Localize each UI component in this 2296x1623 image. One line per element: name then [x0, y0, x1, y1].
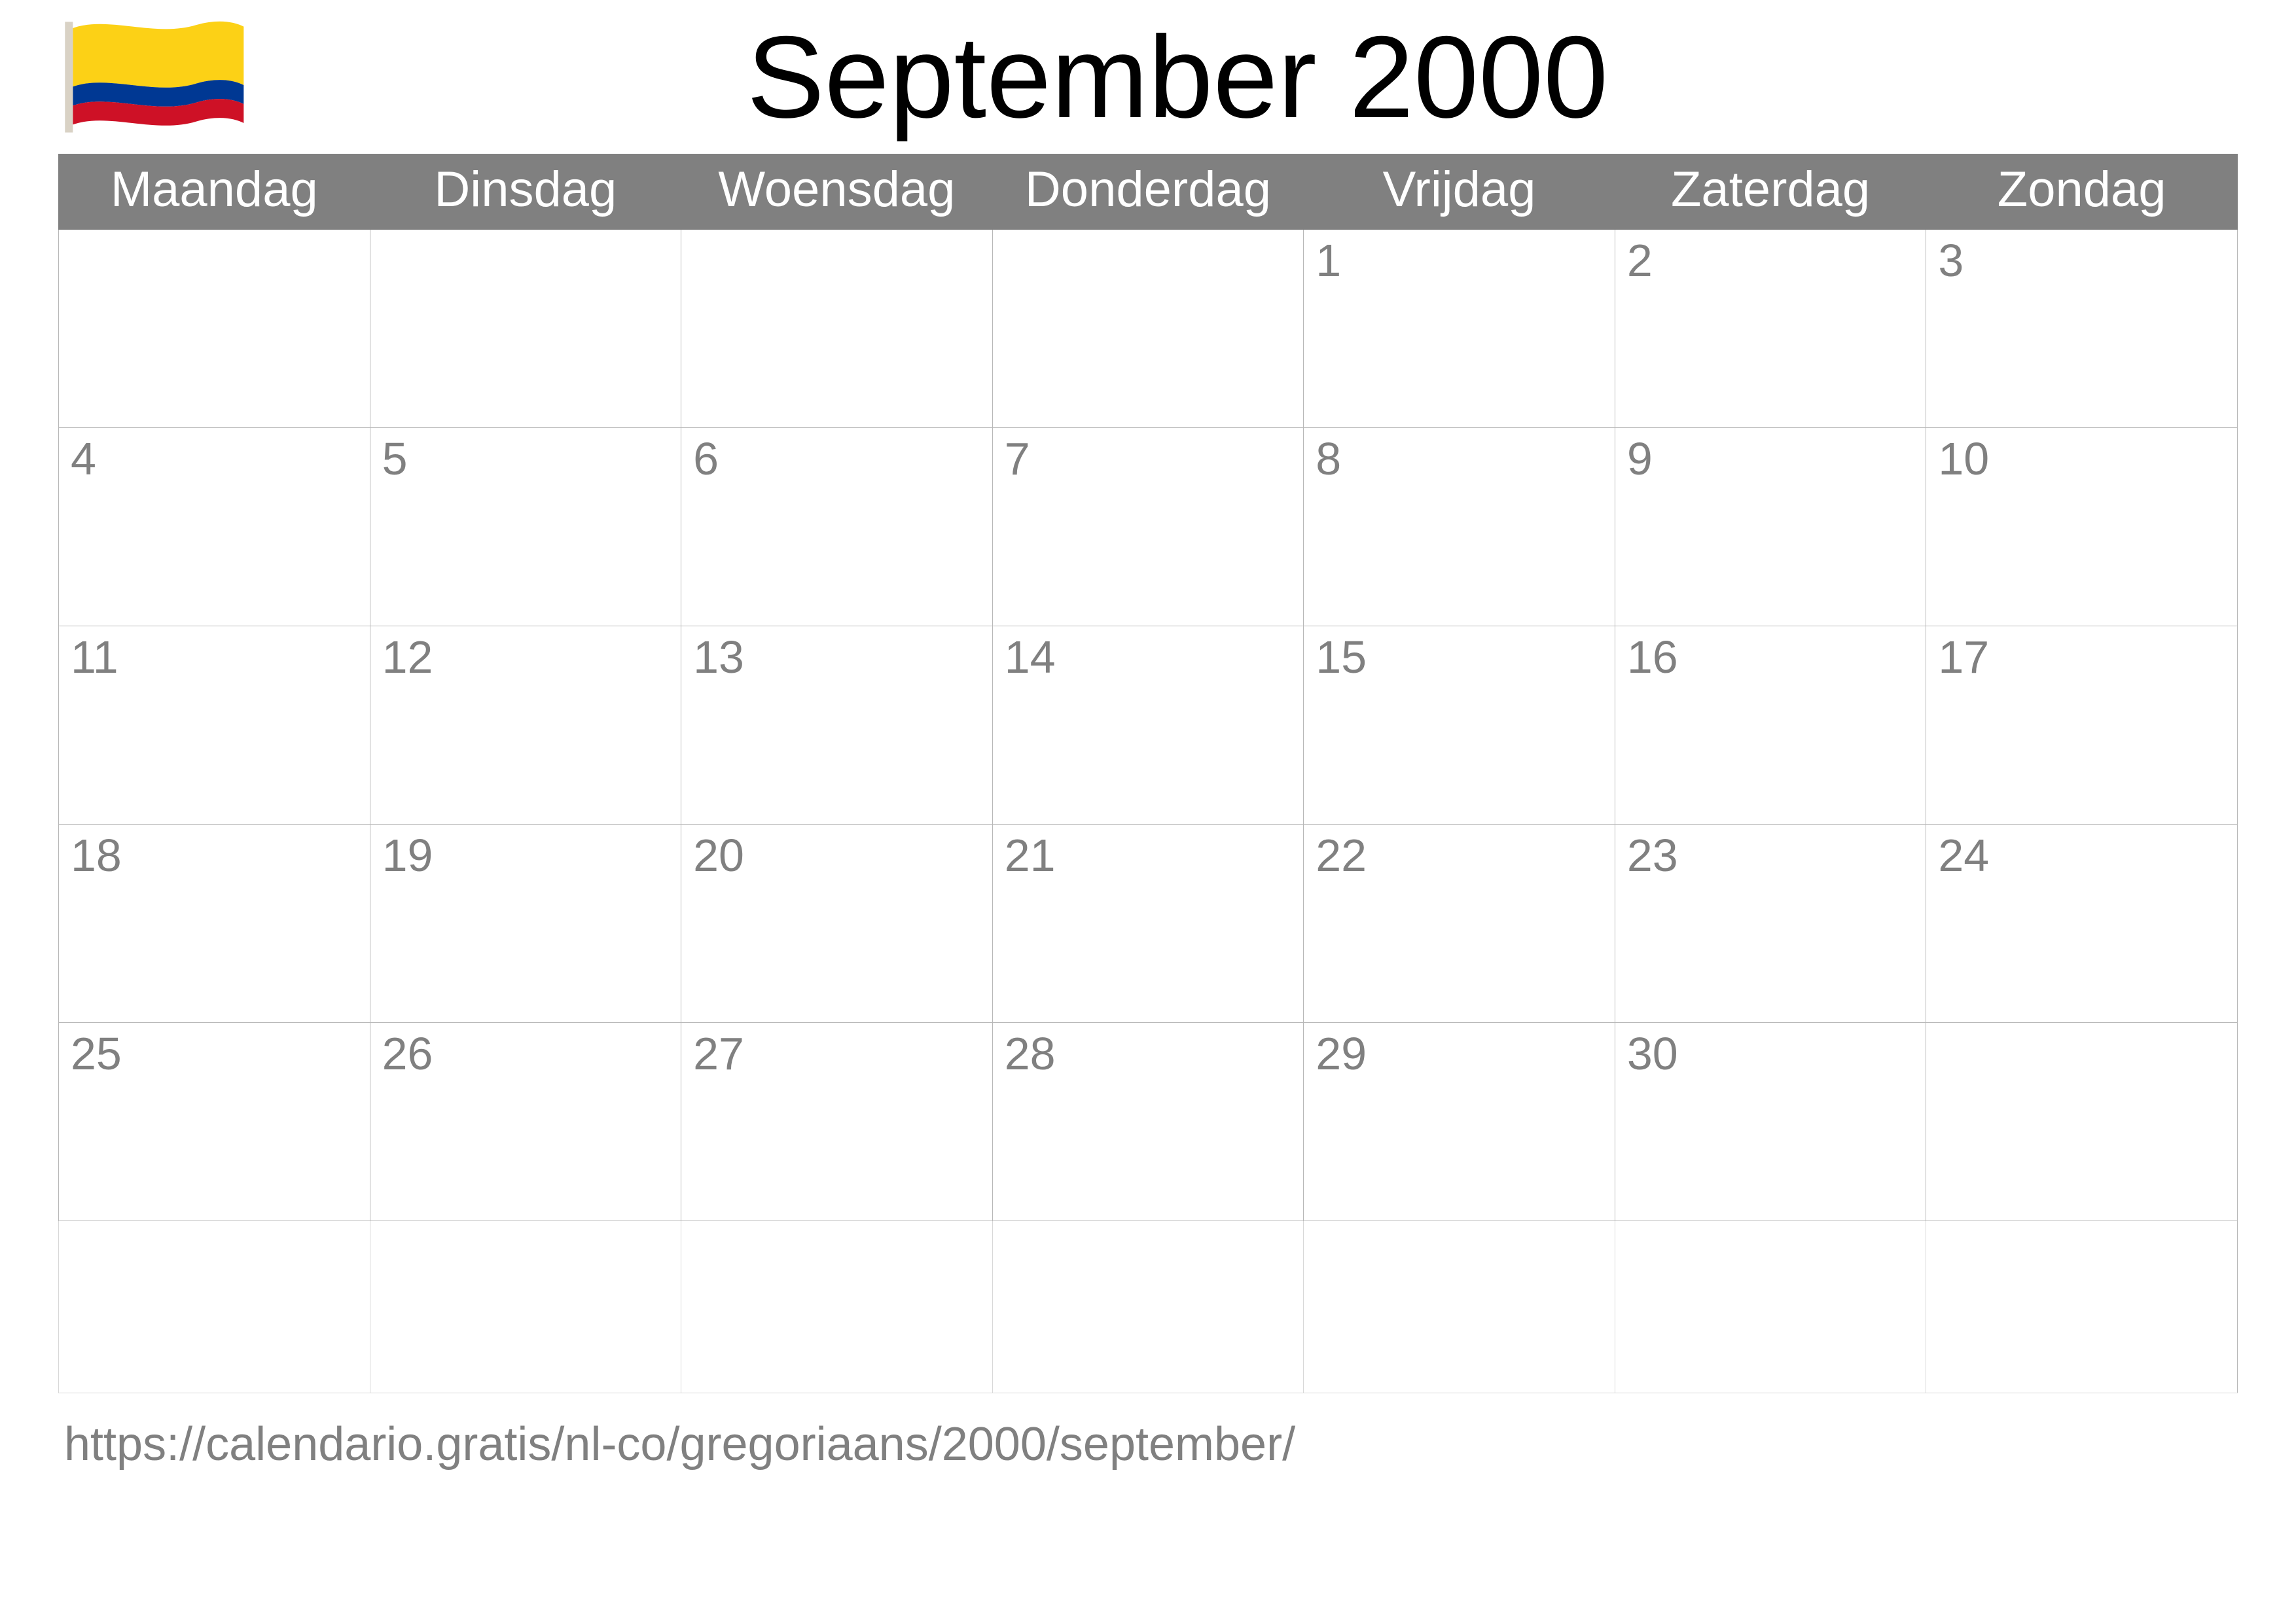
day-cell[interactable]: 5 [370, 428, 681, 626]
day-cell[interactable]: 13 [681, 626, 993, 825]
day-cell[interactable]: 23 [1615, 825, 1926, 1023]
day-cell[interactable] [59, 230, 370, 428]
weekday-header-friday: Vrijdag [1304, 154, 1615, 230]
day-cell[interactable]: 27 [681, 1023, 993, 1221]
day-cell[interactable]: 12 [370, 626, 681, 825]
day-cell[interactable]: 1 [1304, 230, 1615, 428]
day-cell[interactable] [1926, 1221, 2238, 1393]
day-cell[interactable] [681, 230, 993, 428]
day-cell[interactable]: 24 [1926, 825, 2238, 1023]
weekday-header-saturday: Zaterdag [1615, 154, 1926, 230]
day-cell[interactable]: 25 [59, 1023, 370, 1221]
day-cell[interactable]: 11 [59, 626, 370, 825]
weekday-header-thursday: Donderdag [992, 154, 1304, 230]
day-cell[interactable]: 4 [59, 428, 370, 626]
day-cell[interactable] [1926, 1023, 2238, 1221]
day-cell[interactable]: 15 [1304, 626, 1615, 825]
day-cell[interactable]: 18 [59, 825, 370, 1023]
colombia-flag-icon [60, 12, 250, 139]
day-cell[interactable]: 10 [1926, 428, 2238, 626]
day-cell[interactable] [370, 230, 681, 428]
weekday-header-sunday: Zondag [1926, 154, 2238, 230]
day-cell[interactable]: 3 [1926, 230, 2238, 428]
source-url[interactable]: https://calendario.gratis/nl-co/gregoriaans/2000/september/ [64, 1418, 1296, 1471]
weekday-header-tuesday: Dinsdag [370, 154, 681, 230]
day-cell[interactable]: 22 [1304, 825, 1615, 1023]
weekday-header-monday: Maandag [59, 154, 370, 230]
day-cell[interactable]: 7 [992, 428, 1304, 626]
calendar-week-row [59, 428, 2238, 626]
day-cell[interactable]: 8 [1304, 428, 1615, 626]
calendar-week-row [59, 825, 2238, 1023]
day-cell[interactable] [370, 1221, 681, 1393]
day-cell[interactable]: 14 [992, 626, 1304, 825]
calendar-week-row [59, 626, 2238, 825]
calendar-week-row [59, 230, 2238, 428]
calendar-week-row [59, 1023, 2238, 1221]
day-cell[interactable] [1304, 1221, 1615, 1393]
day-cell[interactable]: 29 [1304, 1023, 1615, 1221]
calendar-week-row-trailing [59, 1221, 2238, 1393]
day-cell[interactable] [992, 1221, 1304, 1393]
day-cell[interactable]: 20 [681, 825, 993, 1023]
day-cell[interactable]: 19 [370, 825, 681, 1023]
day-cell[interactable]: 9 [1615, 428, 1926, 626]
day-cell[interactable] [59, 1221, 370, 1393]
day-cell[interactable] [992, 230, 1304, 428]
day-cell[interactable]: 28 [992, 1023, 1304, 1221]
day-cell[interactable]: 26 [370, 1023, 681, 1221]
page-title: September 2000 [746, 11, 1609, 142]
day-cell[interactable] [1615, 1221, 1926, 1393]
month-calendar [58, 154, 2238, 1393]
page-header [0, 0, 2296, 154]
day-cell[interactable]: 17 [1926, 626, 2238, 825]
day-cell[interactable]: 6 [681, 428, 993, 626]
day-cell[interactable]: 30 [1615, 1023, 1926, 1221]
weekday-header-row [59, 154, 2238, 230]
day-cell[interactable]: 16 [1615, 626, 1926, 825]
weekday-header-wednesday: Woensdag [681, 154, 993, 230]
day-cell[interactable] [681, 1221, 993, 1393]
day-cell[interactable]: 2 [1615, 230, 1926, 428]
day-cell[interactable]: 21 [992, 825, 1304, 1023]
